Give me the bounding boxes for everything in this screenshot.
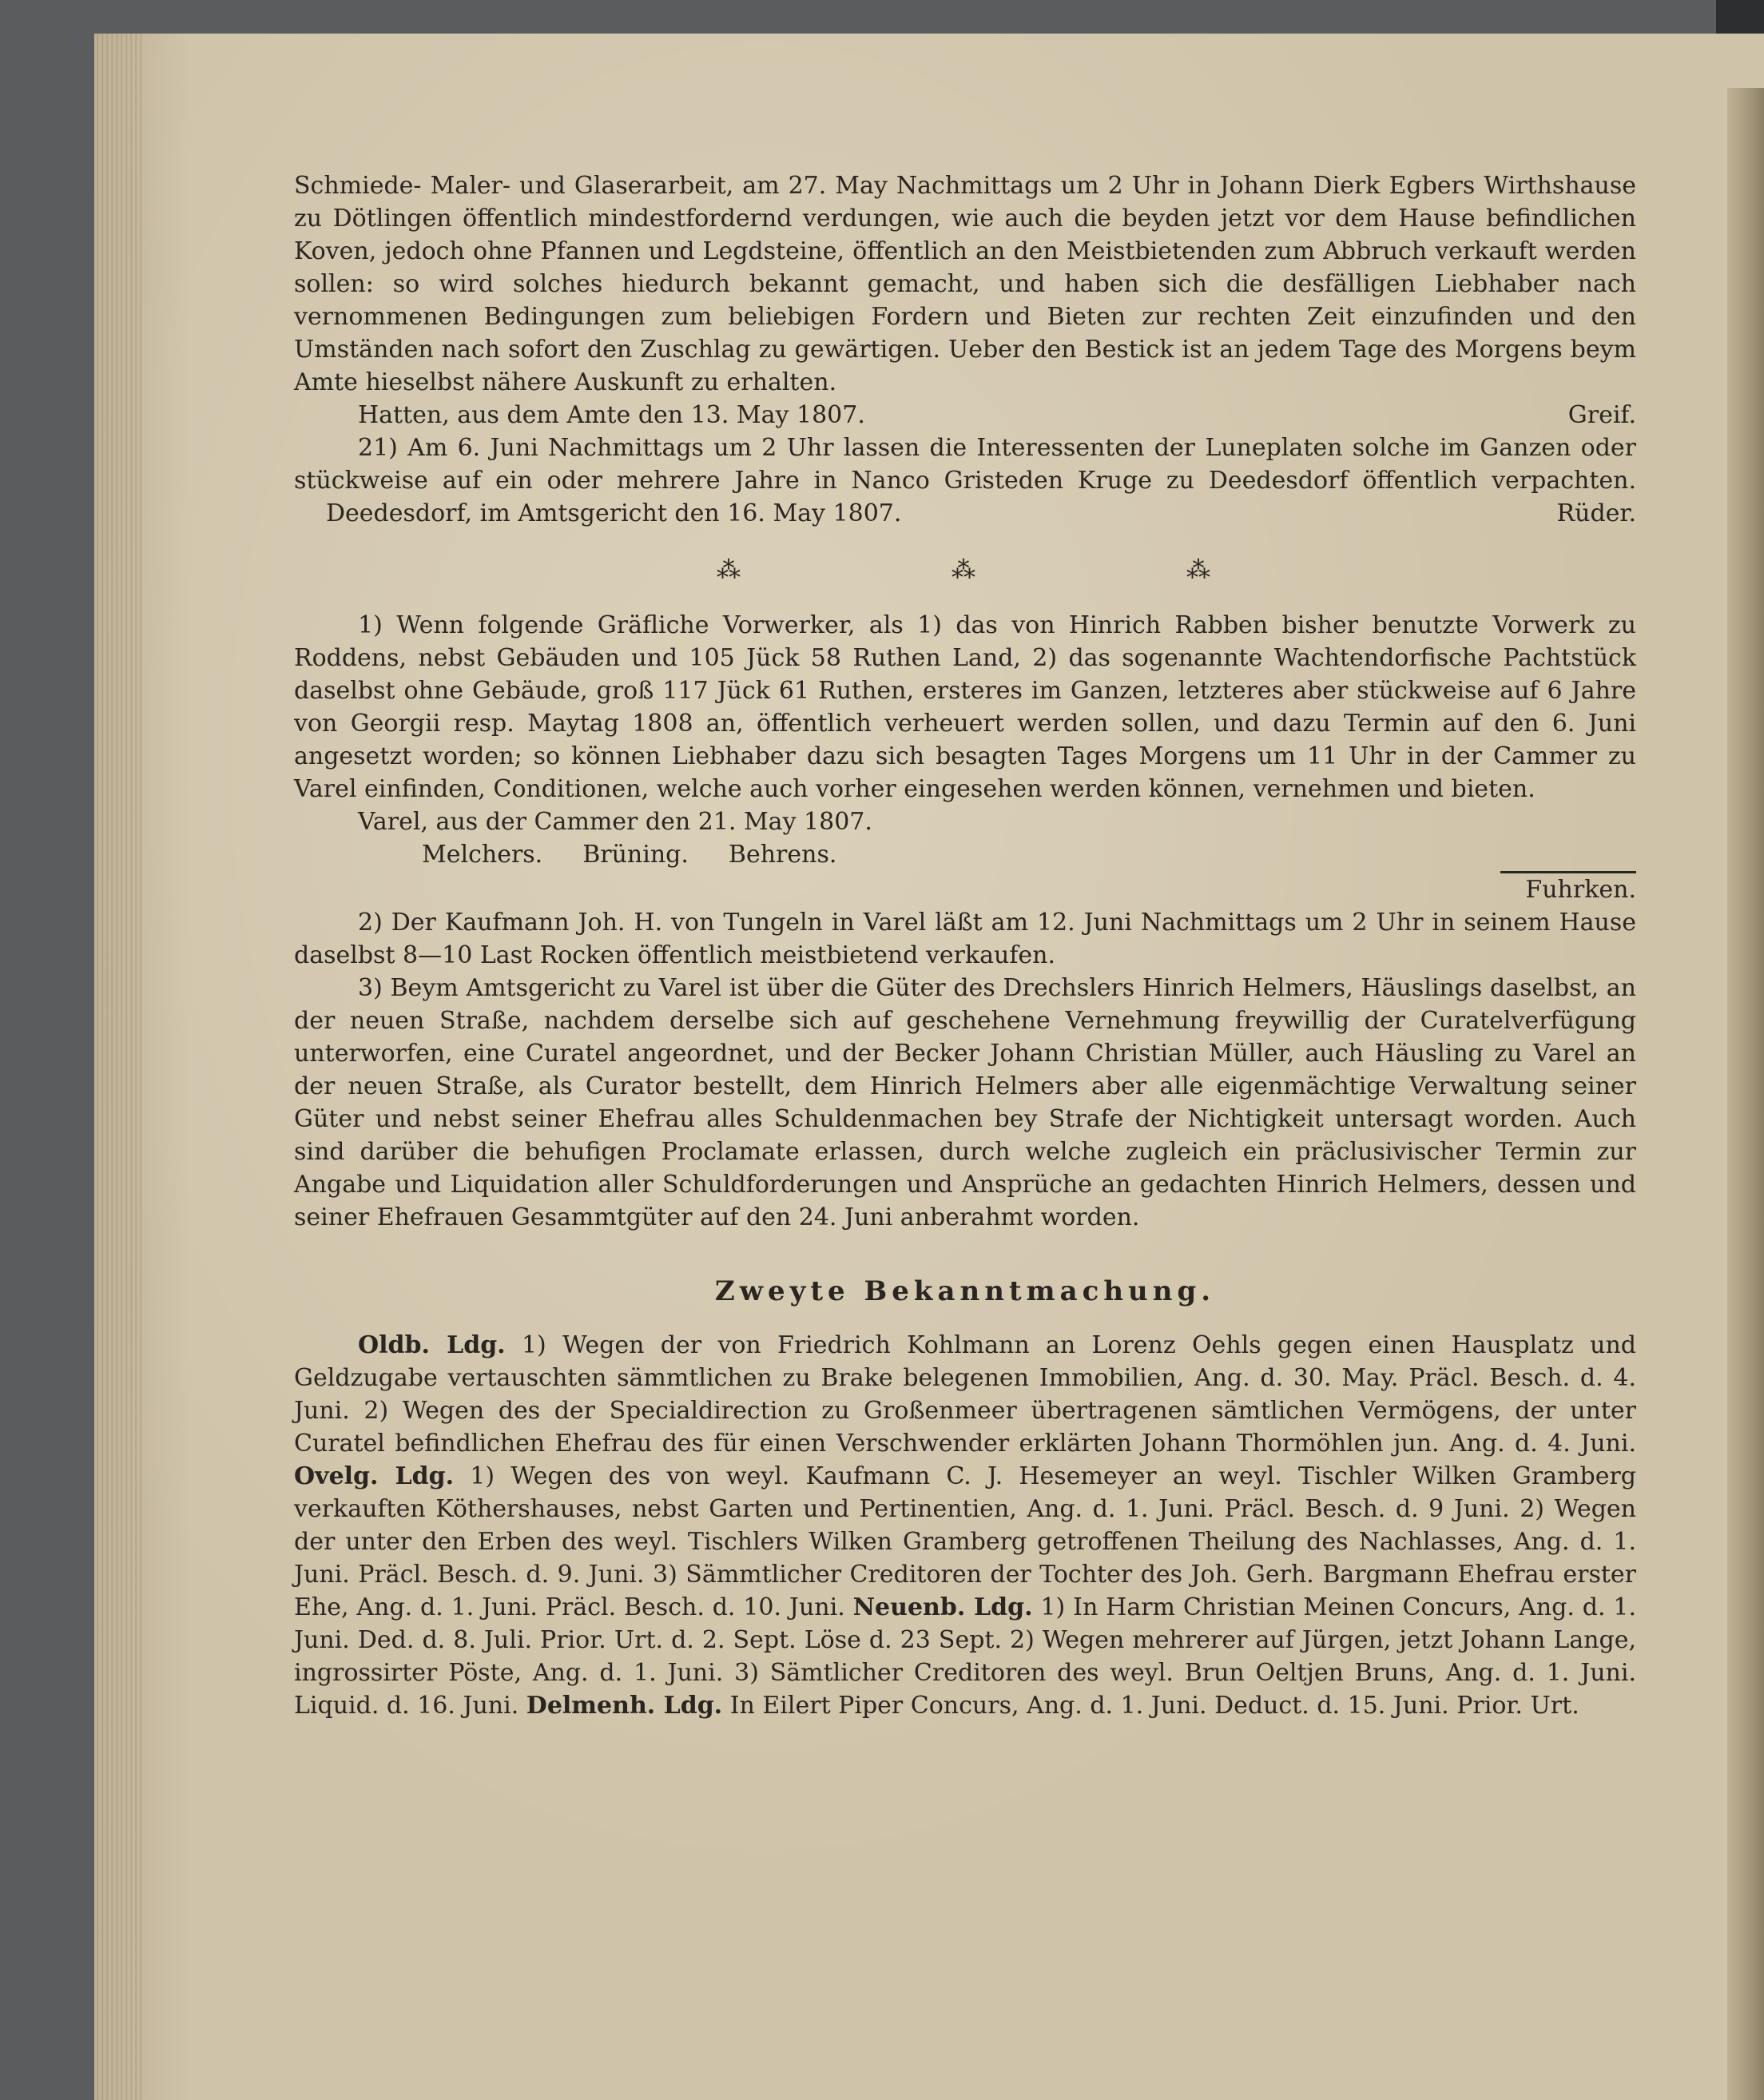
- varel-notice-1-signature: Fuhrken.: [1525, 876, 1636, 904]
- ornament-glyph: ⁂: [1186, 556, 1214, 584]
- court-oldb-label: Oldb. Ldg.: [358, 1331, 506, 1359]
- notice-21-place-date: Deedesdorf, im Amtsgericht den 16. May 1807.: [326, 499, 902, 527]
- signatory-name: Brüning.: [582, 841, 689, 869]
- notice-20-signature-line: [358, 399, 1636, 432]
- varel-notice-2-text: 2) Der Kaufmann Joh. H. von Tungeln in Varel läßt am 12. Juni Nachmittags um 2 Uhr in seinem Hause daselbst 8—10 Last Rocken öffentlich meistbietend verkaufen.: [294, 909, 1636, 969]
- varel-notice-1-place-line: [358, 805, 1636, 838]
- court-delmenh-label: Delmenh. Ldg.: [526, 1692, 723, 1720]
- court-oldb-text: 1) Wegen der von Friedrich Kohlmann an Lorenz Oehls gegen einen Hausplatz und Geldzugabe vertauschten sämmtlichen zu Brake belegenen Immobilien, Ang. d. 30. May. Präcl. Besch. d. 4. Juni. 2) Wegen des der Specialdirection zu Großenmeer übertragenen sämtlichen Vermögens, der unter Curatel befindlichen Ehefrau des für einen Verschwender erklärten Johann Thormöhlen jun. Ang. d. 4. Juni.: [294, 1331, 1636, 1458]
- court-ovelg-label: Ovelg. Ldg.: [294, 1462, 455, 1490]
- section-heading: Zweyte Bekanntmachung.: [714, 1275, 1216, 1307]
- court-delmenh-text: In Eilert Piper Concurs, Ang. d. 1. Juni. Deduct. d. 15. Juni. Prior. Urt.: [729, 1692, 1579, 1720]
- varel-notice-3-text: 3) Beym Amtsgericht zu Varel ist über die Güter des Drechslers Hinrich Helmers, Häuslings daselbst, an der neuen Straße, nachdem derselbe sich auf geschehene Vernehmung freywillig der Curatelverfügung unterworfen, eine Curatel angeordnet, und der Becker Johann Christian Müller, auch Häusling zu Varel an der neuen Straße, als Curator bestellt, dem Hinrich Helmers aber alle eigenmächtige Verwaltung seiner Güter und nebst seiner Ehefrau alles Schuldenmachen bey Strafe der Nichtigkeit untersagt worden. Auch sind darüber die behufigen Proclamate erlassen, durch welche zugleich ein präclusivischer Termin zur Angabe und Liquidation aller Schuldforderungen und Ansprüche an gedachten Hinrich Helmers, dessen und seiner Ehefrauen Gesammtgüter auf den 24. Juni anberahmt worden.: [294, 974, 1636, 1231]
- court-notices: [294, 1329, 1636, 1722]
- court-ovelg-text: 1) Wegen des von weyl. Kaufmann C. J. Hesemeyer an weyl. Tischler Wilken Gramberg verkauften Köthershauses, nebst Garten und Pertinentien, Ang. d. 1. Juni. Präcl. Besch. d. 9 Juni. 2) Wegen der unter den Erben des weyl. Tischlers Wilken Gramberg getroffenen Theilung des Nachlasses, Ang. d. 1. Juni. Präcl. Besch. d. 9. Juni. 3) Sämmtlicher Creditoren der Tochter des Joh. Gerh. Bargmann Ehefrau erster Ehe, Ang. d. 1. Juni. Präcl. Besch. d. 10. Juni.: [294, 1462, 1637, 1621]
- varel-notice-1-place-date: Varel, aus der Cammer den 21. May 1807.: [358, 808, 872, 836]
- notice-20-text: Schmiede- Maler- und Glaserarbeit, am 27. May Nachmittags um 2 Uhr in Johann Dierk Egbers Wirthshause zu Dötlingen öffentlich mindestfordernd verdungen, wie auch die beyden jetzt vor dem Hause befindlichen Koven, jedoch ohne Pfannen und Legdsteine, öffentlich an den Meistbietenden zum Abbruch verkauft werden sollen: so wird solches hiedurch bekannt gemacht, und haben sich die desfälligen Liebhaber nach vernommenen Bedingungen zum beliebigen Fordern und Bieten zur rechten Zeit einzufinden und den Umständen nach sofort den Zuschlag zu gewärtigen. Ueber den Bestick ist an jedem Tage des Morgens beym Amte hieselbst nähere Auskunft zu erhalten.: [294, 172, 1636, 396]
- binding-gutter: [1727, 88, 1764, 2100]
- notice-21-body: 21) Am 6. Juni Nachmittags um 2 Uhr lassen die Interessenten der Luneplaten solche im Ganzen oder stückweise auf ein oder mehrere Jahre in Nanco Gristeden Kruge zu Deedesdorf öffentlich verpachten.: [294, 434, 1636, 495]
- ornament-glyph: ⁂: [717, 556, 744, 584]
- notice-20-signature: Greif.: [1567, 401, 1636, 429]
- notice-20-place-date: Hatten, aus dem Amte den 13. May 1807.: [358, 401, 865, 429]
- signatory-name: Behrens.: [728, 841, 837, 869]
- notice-21-text: [294, 432, 1636, 530]
- notice-21-signature: Rüder.: [1556, 499, 1636, 527]
- ornament-glyph: ⁂: [952, 556, 979, 584]
- court-neuenb-label: Neuenb. Ldg.: [852, 1593, 1033, 1621]
- page-text: [294, 169, 1636, 1722]
- ornament-divider: [294, 554, 1636, 587]
- page-edges: [94, 34, 142, 2100]
- varel-notice-1-text: 1) Wenn folgende Gräfliche Vorwerker, als 1) das von Hinrich Rabben bisher benutzte Vorwerk zu Roddens, nebst Gebäuden und 105 Jück 58 Ruthen Land, 2) das sogenannte Wachtendorfische Pachtstück daselbst ohne Gebäude, groß 117 Jück 61 Ruthen, ersteres im Ganzen, letzteres aber stückweise auf 6 Jahre von Georgii resp. Maytag 1808 an, öffentlich verheuert werden sollen, und dazu Termin auf den 6. Juni angesetzt worden; so können Liebhaber dazu sich besagten Tages Morgens um 11 Uhr in der Cammer zu Varel einfinden, Conditionen, welche auch vorher eingesehen werden können, vernehmen und bieten.: [294, 611, 1636, 803]
- signatory-name: Melchers.: [422, 841, 543, 869]
- court-neuenb-text: 1) In Harm Christian Meinen Concurs, Ang. d. 1. Juni. Ded. d. 8. Juli. Prior. Urt. d. 2. Sept. Löse d. 23 Sept. 2) Wegen mehrerer auf Jürgen, jetzt Johann Lange, ingrossirter Pöste, Ang. d. 1. Juni. 3) Sämtlicher Creditoren des weyl. Brun Oeltjen Bruns, Ang. d. 1. Juni. Liquid. d. 16. Juni.: [294, 1593, 1636, 1720]
